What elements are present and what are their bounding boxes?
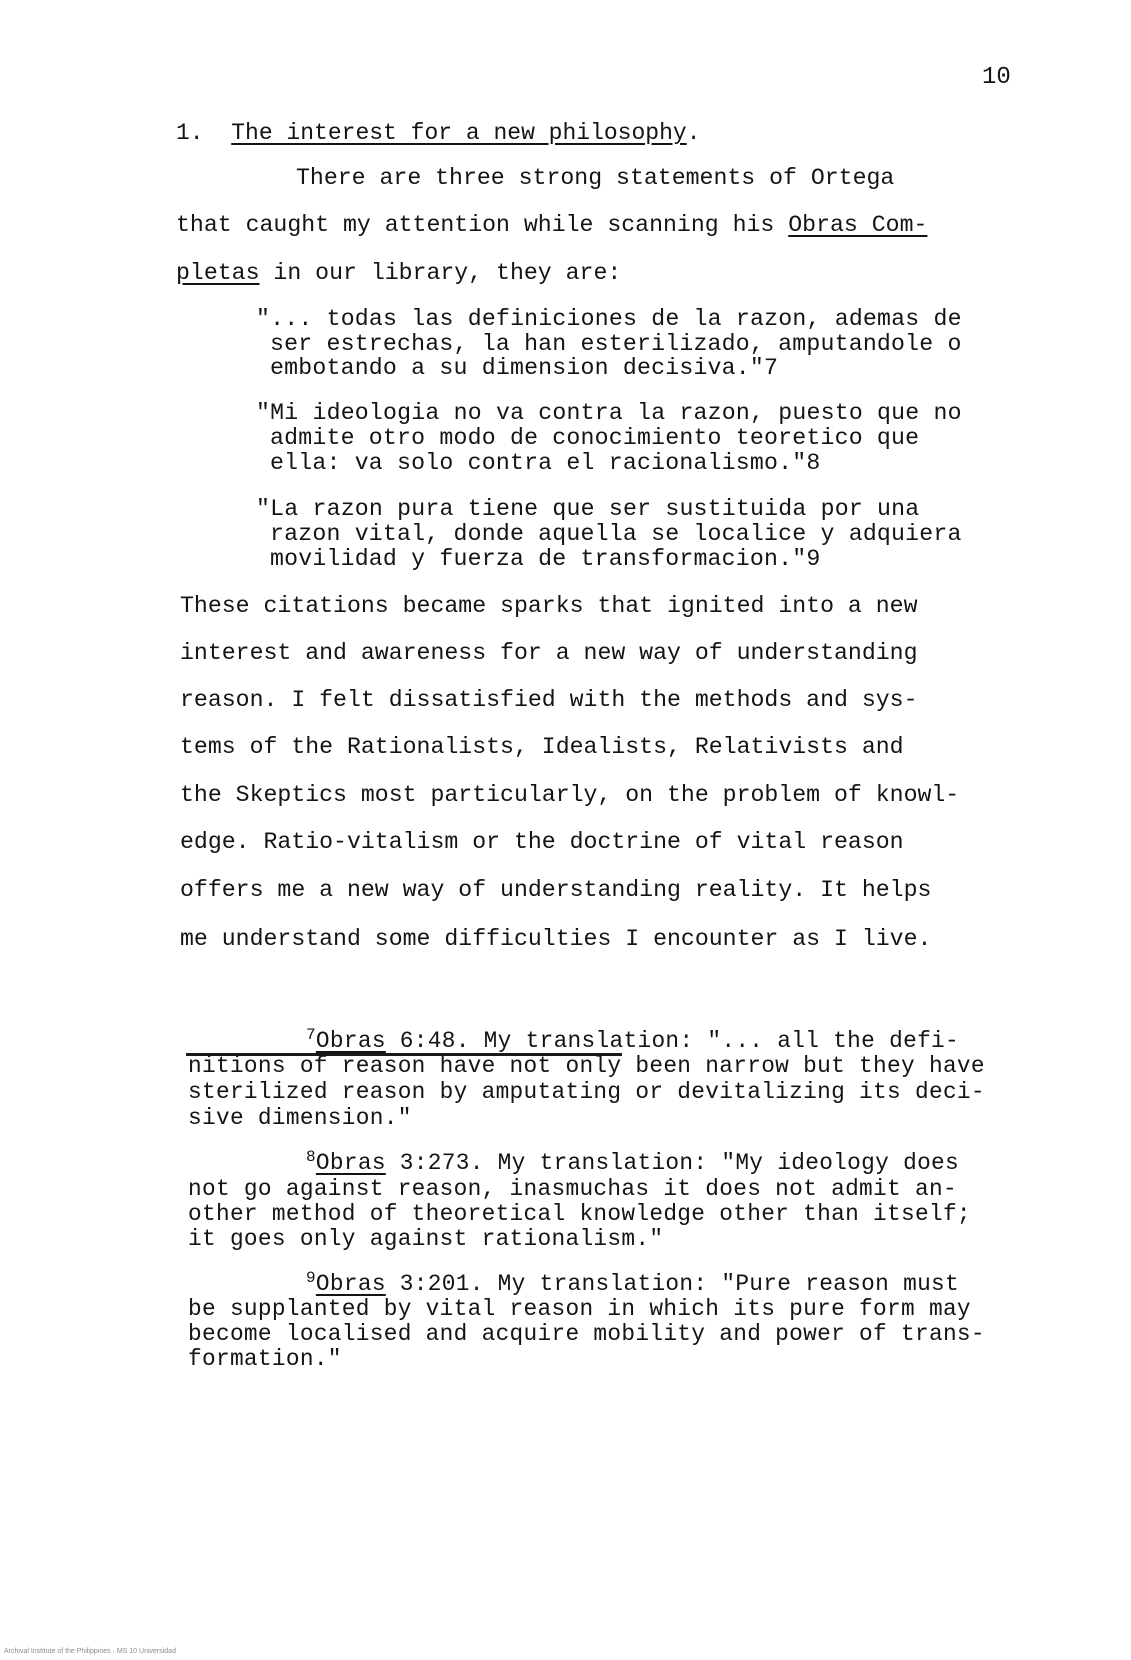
- footnote-9-line-4: formation.": [188, 1346, 342, 1372]
- obras-completas-title-part1: Obras Com-: [788, 212, 928, 238]
- intro-line-1: There are three strong statements of Ortega: [296, 165, 895, 191]
- paragraph-line-2: interest and awareness for a new way of understanding: [180, 640, 918, 666]
- footnote-8-source: Obras: [315, 1150, 386, 1176]
- quote-1-line-1: "... todas las definiciones de la razon, ademas de: [256, 306, 962, 332]
- paragraph-line-5: the Skeptics most particularly, on the problem of knowl-: [180, 782, 960, 808]
- quote-1-note-ref: 7: [764, 355, 779, 381]
- intro-line-2-text: that caught my attention while scanning his: [176, 212, 789, 238]
- paragraph-line-8: me understand some difficulties I encounter as I live.: [180, 926, 932, 952]
- footnote-7-line-1: [306, 1026, 959, 1054]
- intro-line-3-text: in our library, they are:: [259, 260, 622, 286]
- quote-2-note-ref: 8: [806, 450, 821, 476]
- paragraph-line-4: tems of the Rationalists, Idealists, Relativists and: [180, 734, 904, 760]
- footnote-7-line-1-text: 6:48. My translation: "... all the defi-: [385, 1028, 960, 1054]
- section-title-end: .: [686, 120, 701, 146]
- footnote-8-line-1-text: 3:273. My translation: "My ideology does: [385, 1150, 960, 1176]
- quote-2-line-1: "Mi ideologia no va contra la razon, puesto que no: [256, 400, 962, 426]
- footnote-8-line-1: [306, 1148, 959, 1176]
- archive-footer: Archival Institute of the Philippines · MS 10 Universidad: [4, 1648, 176, 1655]
- footnote-7-line-2: nitions of reason have not only been narrow but they have: [188, 1053, 985, 1079]
- paragraph-line-7: offers me a new way of understanding reality. It helps: [180, 877, 932, 903]
- quote-3-line-2: razon vital, donde aquella se localice y adquiera: [270, 521, 962, 547]
- quote-1-line-3-text: embotando a su dimension decisiva.": [270, 355, 765, 381]
- quote-3-line-3: [270, 546, 821, 572]
- footnote-9-source: Obras: [315, 1271, 386, 1297]
- section-title: The interest for a new philosophy: [231, 120, 687, 146]
- footnote-7-source: Obras: [315, 1028, 386, 1054]
- footnote-7-line-4: sive dimension.": [188, 1105, 412, 1131]
- footnote-7-line-3: sterilized reason by amputating or devitalizing its deci-: [188, 1079, 985, 1105]
- section-number: 1.: [176, 120, 204, 146]
- intro-line-3: [176, 260, 621, 286]
- footnote-7-number: 7: [306, 1026, 316, 1044]
- page-number: 10: [982, 64, 1011, 91]
- footnote-8-line-3: other method of theoretical knowledge other than itself;: [188, 1201, 971, 1227]
- footnote-9-number: 9: [306, 1269, 316, 1287]
- quote-1-line-2: ser estrechas, la han esterilizado, amputandole o: [270, 331, 962, 357]
- footnote-8-line-2: not go against reason, inasmuchas it does not admit an-: [188, 1176, 957, 1202]
- paragraph-line-1: These citations became sparks that ignited into a new: [180, 593, 918, 619]
- quote-3-line-3-text: movilidad y fuerza de transformacion.": [270, 546, 807, 572]
- footnote-9-line-1-text: 3:201. My translation: "Pure reason must: [385, 1271, 960, 1297]
- paragraph-line-6: edge. Ratio-vitalism or the doctrine of vital reason: [180, 829, 904, 855]
- footnote-9-line-3: become localised and acquire mobility and power of trans-: [188, 1321, 985, 1347]
- paragraph-line-3: reason. I felt dissatisfied with the methods and sys-: [180, 687, 918, 713]
- intro-line-2: [176, 212, 927, 238]
- quote-3-note-ref: 9: [806, 546, 821, 572]
- footnote-8-line-4: it goes only against rationalism.": [188, 1226, 664, 1252]
- quote-1-line-3: [270, 355, 778, 381]
- quote-2-line-3: [270, 450, 821, 476]
- footnote-8-number: 8: [306, 1148, 316, 1166]
- footnote-9-line-2: be supplanted by vital reason in which its pure form may: [188, 1296, 971, 1322]
- quote-2-line-2: admite otro modo de conocimiento teoretico que: [270, 425, 920, 451]
- footnote-9-line-1: [306, 1269, 959, 1297]
- section-heading: [176, 120, 701, 146]
- quote-2-line-3-text: ella: va solo contra el racionalismo.": [270, 450, 807, 476]
- quote-3-line-1: "La razon pura tiene que ser sustituida por una: [256, 496, 920, 522]
- obras-completas-title-part2: pletas: [176, 260, 260, 286]
